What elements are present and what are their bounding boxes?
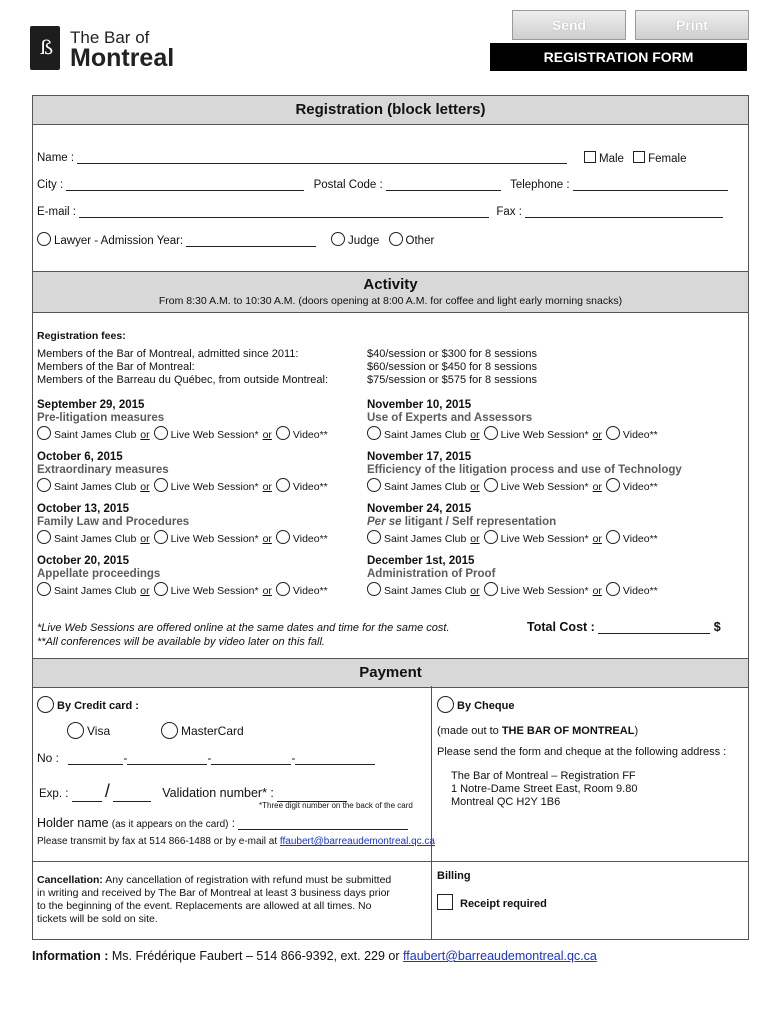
dash: - [207, 751, 212, 765]
cancellation-text: Any cancellation of registration with refund must be submitted in writing and received by The Bar of Montreal at least 3 business days prior to the beginning of the event. Replacements are allowed at all times. No tickets will be sold on site. [37, 874, 392, 925]
activity-subtitle: From 8:30 A.M. to 10:30 A.M. (doors opening at 8:00 A.M. for coffee and light early morning snacks) [158, 295, 623, 307]
billing-title: Billing [437, 870, 471, 882]
mastercard-label: MasterCard [181, 724, 244, 738]
web-radio[interactable] [154, 582, 168, 596]
video-radio[interactable] [276, 582, 290, 596]
judge-radio[interactable] [331, 232, 345, 246]
lawyer-radio[interactable] [37, 232, 51, 246]
web-label: Live Web Session* [170, 533, 259, 545]
club-radio[interactable] [37, 478, 51, 492]
web-radio[interactable] [484, 530, 498, 544]
send-button[interactable]: Send [512, 10, 626, 40]
club-label: Saint James Club [54, 481, 137, 493]
session-date: December 1st, 2015 [367, 555, 475, 567]
section-divider [33, 861, 748, 862]
fee-price: $40/session or $300 for 8 sessions [367, 348, 537, 360]
or-label: or [140, 429, 150, 441]
visa-radio[interactable] [67, 722, 84, 739]
club-radio[interactable] [37, 426, 51, 440]
cheque-option [437, 696, 514, 713]
logo-line-2: Montreal [70, 44, 175, 72]
total-cost-label: Total Cost : [527, 620, 595, 634]
transmit-row [37, 836, 435, 847]
club-radio[interactable] [367, 530, 381, 544]
session-block [367, 399, 658, 442]
holder-row [37, 816, 408, 830]
cheque-radio[interactable] [437, 696, 454, 713]
web-label: Live Web Session* [170, 429, 259, 441]
dash: - [291, 751, 296, 765]
note-web: *Live Web Sessions are offered online at the same dates and time for the same cost. [37, 622, 450, 634]
fees-price-list [367, 348, 537, 387]
currency-symbol: $ [713, 620, 721, 634]
mailing-address [451, 770, 637, 809]
other-label: Other [405, 235, 435, 247]
web-label: Live Web Session* [500, 585, 589, 597]
made-out-name: THE BAR OF MONTREAL [501, 725, 635, 737]
made-out-prefix: (made out to [437, 725, 502, 737]
expiry-row [39, 781, 347, 802]
credit-card-radio[interactable] [37, 696, 54, 713]
or-label: or [592, 533, 602, 545]
session-topic: Extraordinary measures [37, 464, 169, 476]
club-radio[interactable] [37, 530, 51, 544]
video-radio[interactable] [606, 530, 620, 544]
session-block [37, 555, 328, 598]
address-line: Montreal QC H2Y 1B6 [451, 796, 561, 808]
card-number-label: No : [37, 751, 60, 765]
session-topic: Efficiency of the litigation process and use of Technology [367, 464, 682, 476]
session-topic [367, 516, 658, 529]
address-line: The Bar of Montreal – Registration FF [451, 770, 636, 782]
or-label: or [470, 429, 480, 441]
session-topic: Administration of Proof [367, 568, 496, 580]
receipt-label: Receipt required [460, 898, 547, 910]
or-label: or [140, 481, 150, 493]
video-label: Video** [622, 481, 658, 493]
made-out-text [437, 725, 638, 737]
web-radio[interactable] [484, 426, 498, 440]
fee-who: Members of the Bar of Montreal: [37, 361, 195, 373]
video-label: Video** [622, 585, 658, 597]
web-label: Live Web Session* [170, 481, 259, 493]
activity-title: Activity [363, 276, 418, 293]
activity-header [33, 271, 748, 313]
visa-option [67, 722, 110, 739]
expiry-label: Exp. : [39, 788, 69, 800]
information-text: Ms. Frédérique Faubert – 514 866-9392, ext. 229 or [111, 949, 400, 963]
name-row [37, 152, 567, 164]
card-number-part[interactable] [127, 753, 207, 765]
session-topic: Appellate proceedings [37, 568, 161, 580]
session-date: November 17, 2015 [367, 451, 472, 463]
web-label: Live Web Session* [500, 533, 589, 545]
transmit-text: Please transmit by fax at 514 866-1488 or by e-mail at [37, 836, 278, 847]
session-date: November 24, 2015 [367, 503, 472, 515]
name-field[interactable] [77, 152, 567, 164]
session-block [37, 399, 328, 442]
logo-icon: ß [30, 26, 60, 70]
web-label: Live Web Session* [500, 429, 589, 441]
validation-note: *Three digit number on the back of the card [259, 801, 413, 810]
session-block [37, 451, 328, 494]
or-label: or [140, 533, 150, 545]
transmit-email-link[interactable]: ffaubert@barreaudemontreal.qc.ca [279, 836, 435, 847]
female-label: Female [648, 153, 687, 165]
total-cost-row [527, 620, 721, 634]
address-line: 1 Notre-Dame Street East, Room 9.80 [451, 783, 638, 795]
city-label: City : [37, 179, 64, 191]
club-label: Saint James Club [384, 481, 467, 493]
fax-field[interactable] [525, 206, 723, 218]
cancellation-policy [37, 874, 399, 926]
credit-card-option [37, 696, 139, 713]
or-label: or [140, 585, 150, 597]
payment-header: Payment [33, 658, 748, 688]
cancellation-label: Cancellation: [37, 874, 103, 886]
cheque-label: By Cheque [457, 700, 515, 712]
club-label: Saint James Club [384, 585, 467, 597]
web-radio[interactable] [484, 582, 498, 596]
made-out-suffix: ) [634, 725, 639, 737]
female-checkbox[interactable] [633, 151, 645, 163]
session-block [367, 555, 658, 598]
credit-card-label: By Credit card : [57, 700, 139, 712]
registration-form [32, 95, 749, 940]
judge-label: Judge [348, 235, 380, 247]
phone-field[interactable] [573, 179, 728, 191]
gender-options [584, 151, 687, 165]
total-cost-field[interactable] [598, 622, 710, 634]
club-label: Saint James Club [54, 533, 137, 545]
session-date: October 6, 2015 [37, 451, 123, 463]
session-block [37, 503, 328, 546]
or-label: or [470, 481, 480, 493]
dash: - [123, 751, 128, 765]
session-date: November 10, 2015 [367, 399, 472, 411]
or-label: or [262, 585, 272, 597]
email-label: E-mail : [37, 206, 76, 218]
email-row [37, 206, 723, 218]
holder-colon: : [231, 818, 235, 830]
web-radio[interactable] [154, 478, 168, 492]
club-label: Saint James Club [384, 533, 467, 545]
postal-field[interactable] [386, 179, 501, 191]
fee-who: Members of the Bar of Montreal, admitted since 2011: [37, 348, 299, 360]
or-label: or [470, 585, 480, 597]
holder-name-field[interactable] [238, 818, 408, 830]
web-label: Live Web Session* [170, 585, 259, 597]
information-label: Information : [32, 949, 109, 963]
fee-who: Members of the Barreau du Québec, from outside Montreal: [37, 374, 329, 386]
web-radio[interactable] [154, 530, 168, 544]
lawyer-label: Lawyer - Admission Year: [54, 235, 184, 247]
fees-who-list [37, 348, 328, 387]
session-topic-rest: litigant / Self representation [401, 516, 557, 528]
card-number-part[interactable] [68, 753, 123, 765]
video-radio[interactable] [276, 478, 290, 492]
expiry-year-field[interactable] [113, 790, 151, 802]
receipt-checkbox[interactable] [437, 894, 453, 910]
visa-label: Visa [87, 724, 111, 738]
fee-price: $60/session or $450 for 8 sessions [367, 361, 537, 373]
send-instructions: Please send the form and cheque at the following address : [437, 746, 727, 758]
session-date: October 20, 2015 [37, 555, 130, 567]
name-label: Name : [37, 152, 75, 164]
other-radio[interactable] [389, 232, 403, 246]
holder-note: (as it appears on the card) [111, 819, 229, 830]
information-footer [32, 949, 597, 963]
video-label: Video** [292, 429, 328, 441]
fees-title: Registration fees: [37, 330, 126, 342]
video-label: Video** [622, 429, 658, 441]
judge-other-options [331, 232, 434, 247]
video-label: Video** [292, 533, 328, 545]
card-number-part[interactable] [211, 753, 291, 765]
note-video: **All conferences will be available by video later on this fall. [37, 636, 325, 648]
holder-label: Holder name [37, 816, 109, 830]
logo-line-1: The Bar of [70, 28, 150, 47]
or-label: or [592, 429, 602, 441]
session-block [367, 451, 682, 494]
club-radio[interactable] [367, 426, 381, 440]
validation-label: Validation number* : [162, 786, 274, 800]
admission-year-field[interactable] [186, 235, 316, 247]
session-block [367, 503, 658, 546]
male-label: Male [599, 153, 624, 165]
club-label: Saint James Club [54, 585, 137, 597]
expiry-month-field[interactable] [72, 790, 102, 802]
web-label: Live Web Session* [500, 481, 589, 493]
club-label: Saint James Club [384, 429, 467, 441]
male-checkbox[interactable] [584, 151, 596, 163]
city-row [37, 179, 728, 191]
fax-label: Fax : [496, 206, 522, 218]
phone-label: Telephone : [510, 179, 570, 191]
registration-header: Registration (block letters) [33, 96, 748, 125]
or-label: or [262, 481, 272, 493]
video-radio[interactable] [606, 582, 620, 596]
information-email-link[interactable]: ffaubert@barreaudemontreal.qc.ca [403, 949, 597, 963]
session-topic: Family Law and Procedures [37, 516, 190, 528]
video-radio[interactable] [276, 426, 290, 440]
mastercard-radio[interactable] [161, 722, 178, 739]
or-label: or [592, 585, 602, 597]
mastercard-option [161, 722, 244, 739]
video-radio[interactable] [276, 530, 290, 544]
or-label: or [262, 429, 272, 441]
web-radio[interactable] [154, 426, 168, 440]
video-label: Video** [622, 533, 658, 545]
club-radio[interactable] [367, 582, 381, 596]
card-number-row [37, 751, 375, 765]
club-label: Saint James Club [54, 429, 137, 441]
or-label: or [262, 533, 272, 545]
print-button[interactable]: Print [635, 10, 749, 40]
session-notes [37, 621, 450, 649]
session-date: October 13, 2015 [37, 503, 130, 515]
expiry-slash: / [104, 781, 110, 801]
fee-price: $75/session or $575 for 8 sessions [367, 374, 537, 386]
postal-label: Postal Code : [313, 179, 383, 191]
video-label: Video** [292, 481, 328, 493]
or-label: or [470, 533, 480, 545]
payment-divider [431, 686, 432, 939]
city-field[interactable] [66, 179, 304, 191]
video-label: Video** [292, 585, 328, 597]
video-radio[interactable] [606, 426, 620, 440]
session-topic: Use of Experts and Assessors [367, 412, 533, 424]
session-date: September 29, 2015 [37, 399, 145, 411]
or-label: or [592, 481, 602, 493]
web-radio[interactable] [484, 478, 498, 492]
club-radio[interactable] [37, 582, 51, 596]
email-field[interactable] [79, 206, 489, 218]
receipt-option [437, 894, 547, 910]
form-title: REGISTRATION FORM [490, 43, 747, 71]
video-radio[interactable] [606, 478, 620, 492]
profession-row [37, 232, 316, 247]
session-topic: Pre-litigation measures [37, 412, 165, 424]
club-radio[interactable] [367, 478, 381, 492]
card-number-part[interactable] [295, 753, 375, 765]
session-topic-italic: Per se [367, 516, 402, 528]
